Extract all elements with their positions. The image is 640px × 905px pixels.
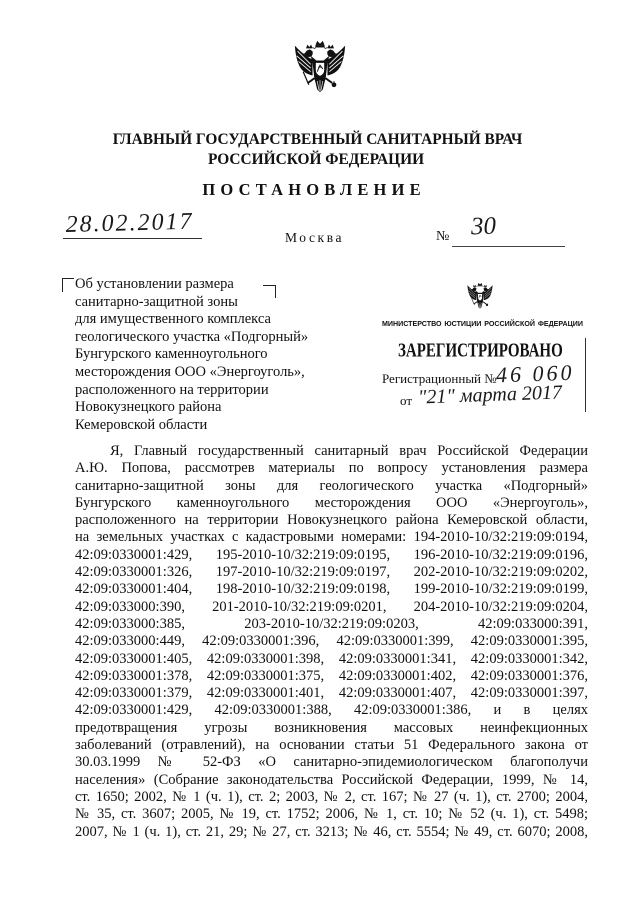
number-label: № [436,229,450,244]
stamp-ministry-name: МИНИСТЕРСТВО ЮСТИЦИИ РОССИЙСКОЙ ФЕДЕРАЦИИ [382,320,583,328]
stamp-date: "21" марта 2017 [417,381,563,409]
subject-line: Новокузнецкого района [75,399,222,416]
subject-line: Об установлении размера [75,276,234,292]
city-name: Москва [285,230,345,245]
body-line: А.Ю. Попова, рассмотрев материалы по вопросу установления размера [75,460,588,477]
body-line: 42:09:033000:385, 203-2010-10/32:219:09:0203, 42:09:033000:391, [75,615,588,632]
date-underline [63,238,202,239]
stamp-reg-number: 46 060 [495,359,575,388]
issuer-title-line-2: РОССИЙСКОЙ ФЕДЕРАЦИИ [207,151,425,168]
body-line: 42:09:0330001:379, 42:09:0330001:401, 42:09:0330001:407, 42:09:0330001:397, [75,685,588,702]
body-line: Я, Главный государственный санитарный врач Российской Федерации [110,443,588,459]
subject-line: санитарно-защитной зоны [75,293,238,310]
body-line: № 35, ст. 3607; 2005, № 19, ст. 1752; 2006, № 1, ст. 10; № 52 (ч. 1), ст. 5498; [75,806,588,823]
subject-corner-mark-left [62,278,74,292]
body-line: 42:09:0330001:429, 195-2010-10/32:219:09:0195, 196-2010-10/32:219:09:0196, [75,546,588,563]
document-number: 30 [470,212,497,241]
stamp-reg-label: Регистрационный № [382,371,497,386]
document-type-title: ПОСТАНОВЛЕНИЕ [202,180,426,199]
stamp-border-line [585,338,586,412]
body-line: ст. 1650; 2002, № 1 (ч. 1), ст. 2; 2003, № 2, ст. 167; № 27 (ч. 1), ст. 2700; 2004, [75,788,588,805]
body-line: 42:09:0330001:429, 42:09:0330001:388, 42:09:0330001:386, и в целях [75,702,588,719]
subject-line: Бунгурского каменноугольного [75,346,268,363]
subject-line: Кемеровской области [75,416,208,433]
subject-line: расположенного на территории [75,381,269,398]
body-line: Бунгурского каменноугольного месторождения ООО «Энергоуголь», [75,494,588,511]
coat-of-arms-icon [292,38,348,98]
body-line: 42:09:0330001:378, 42:09:0330001:375, 42:09:0330001:402, 42:09:0330001:376, [75,667,588,684]
body-line: 2007, № 1 (ч. 1), ст. 21, 29; № 27, ст. 3213; № 46, ст. 5554; № 49, ст. 6070; 2008, [75,823,588,840]
issuer-title-line-1: ГЛАВНЫЙ ГОСУДАРСТВЕННЫЙ САНИТАРНЫЙ ВРАЧ [112,131,523,148]
subject-line: геологического участка «Подгорный» [75,328,309,345]
body-line: 42:09:0330001:405, 42:09:0330001:398, 42:09:0330001:341, 42:09:0330001:342, [75,650,588,667]
stamp-date-label: от [400,393,413,408]
subject-line: для имущественного комплекса [75,311,271,328]
body-line: на земельных участках с кадастровыми номерами: 194-2010-10/32:219:09:0194, [75,529,588,546]
body-line: населения» (Собрание законодательства Российской Федерации, 1999, № 14, [75,771,588,788]
body-line: расположенного на территории Новокузнецкого района Кемеровской области, [75,512,588,529]
stamp-coat-of-arms-icon [466,281,494,312]
body-line: 42:09:0330001:326, 197-2010-10/32:219:09:0197, 202-2010-10/32:219:09:0202, [75,564,588,581]
body-line: санитарно-защитной зоны для геологического участка «Подгорный» [75,477,588,494]
body-line: предотвращения угрозы возникновения массовых неинфекционных [75,719,588,736]
subject-block [75,276,315,434]
body-line: 42:09:033000:449, 42:09:0330001:396, 42:09:0330001:399, 42:09:0330001:395, [75,633,588,650]
body-line: заболеваний (отравлений), на основании статьи 51 Федерального закона от [75,737,588,754]
stamp-status: ЗАРЕГИСТРИРОВАНО [398,341,563,362]
body-line: 42:09:0330001:404, 198-2010-10/32:219:09:0198, 199-2010-10/32:219:09:0199, [75,581,588,598]
body-line: 42:09:033000:390, 201-2010-10/32:219:09:0201, 204-2010-10/32:219:09:0204, [75,598,588,615]
body-line: 30.03.1999 № 52-ФЗ «О санитарно-эпидемиологическом благополучи [75,754,588,771]
body-text [75,443,588,841]
document-date: 28.02.2017 [65,208,194,239]
number-underline [452,246,565,247]
subject-line: месторождения ООО «Энергоуголь», [75,363,305,380]
